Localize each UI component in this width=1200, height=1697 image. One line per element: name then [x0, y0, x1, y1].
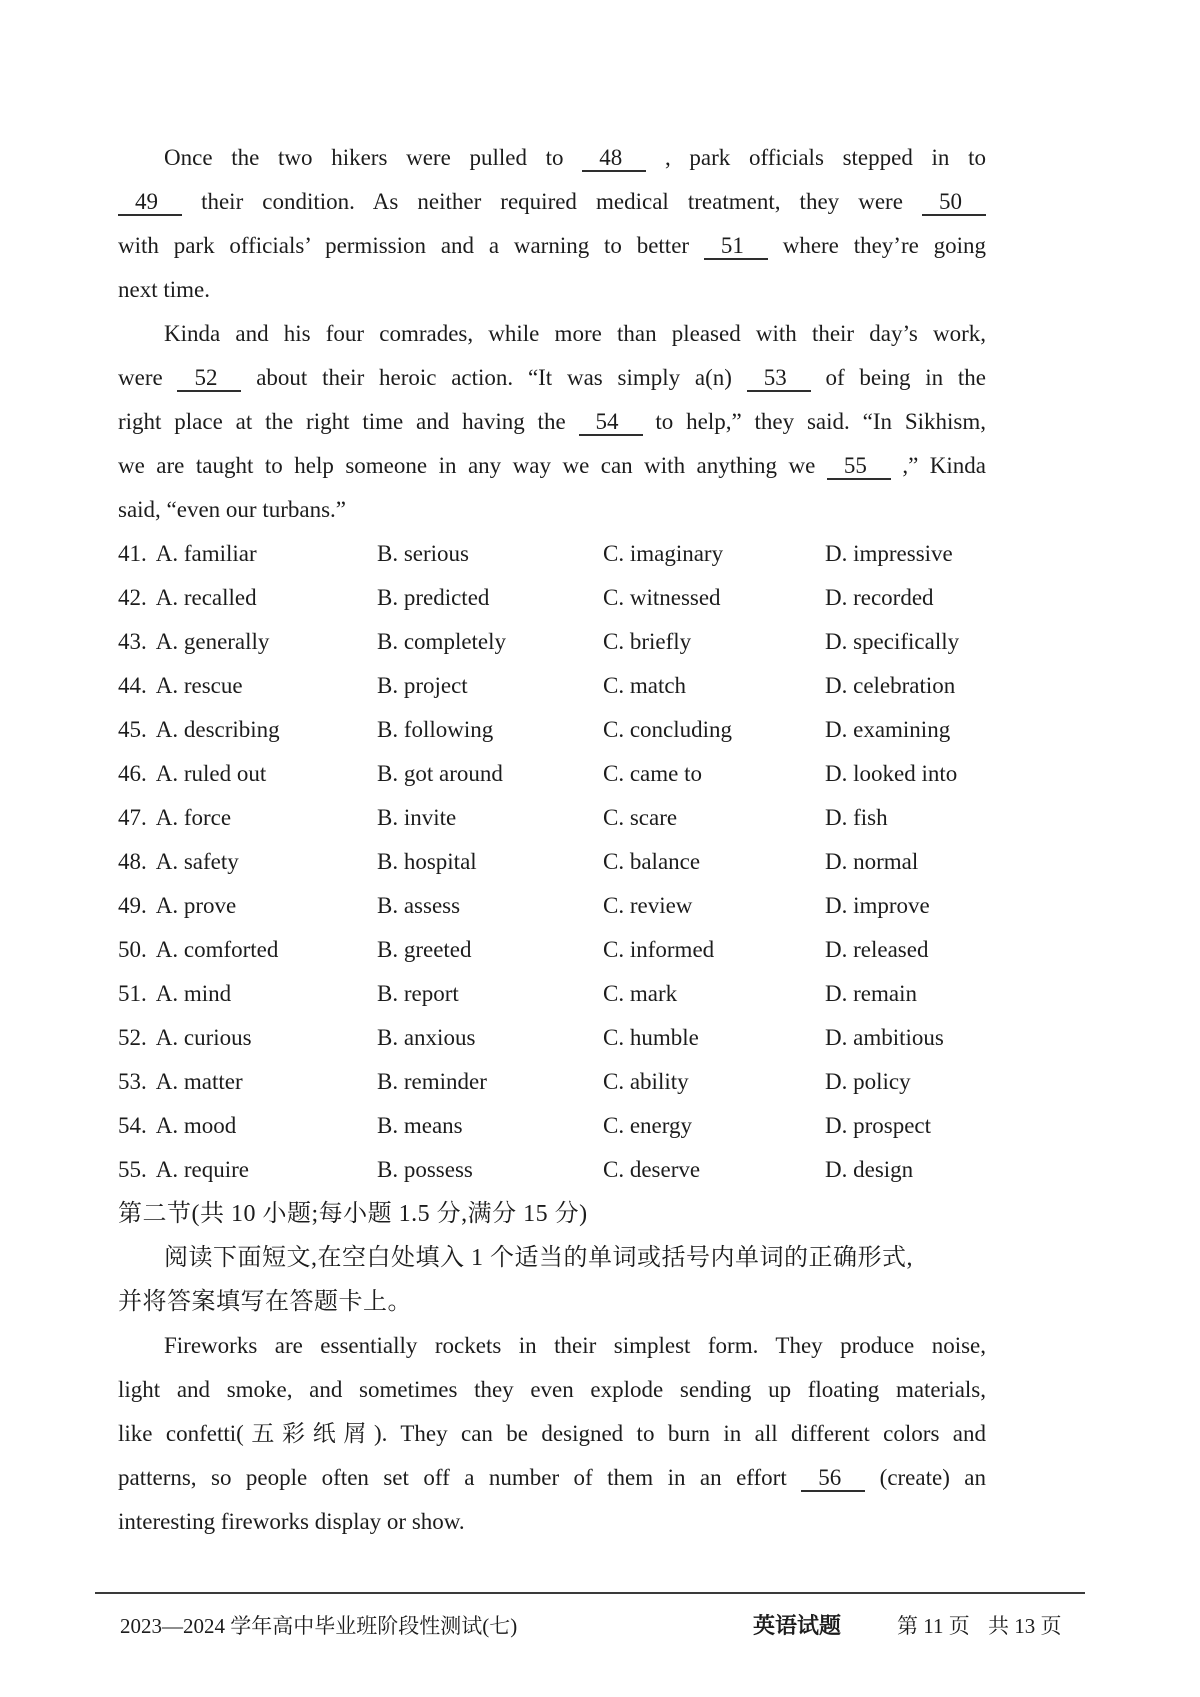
cloze-text: about their heroic action. “It was simply a(n) [256, 365, 732, 390]
blank-56: 56 [801, 1465, 865, 1492]
question-number: 50. [118, 937, 147, 962]
option-b: B. greeted [377, 937, 472, 962]
section2-instruction-line1: 阅读下面短文,在空白处填入 1 个适当的单词或括号内单词的正确形式, [164, 1245, 913, 1271]
blank-53: 53 [747, 365, 811, 392]
option-cell [118, 576, 377, 620]
blank-48: 48 [582, 145, 646, 172]
option-c: C. ability [603, 1069, 689, 1094]
option-d: D. improve [825, 893, 930, 918]
question-number: 48. [118, 849, 147, 874]
option-d: D. looked into [825, 761, 958, 786]
blank-54: 54 [579, 409, 643, 436]
option-row-43 [118, 620, 986, 664]
question-number: 49. [118, 893, 147, 918]
option-c: C. scare [603, 805, 678, 830]
option-row-50 [118, 928, 986, 972]
cloze-text: Once the two hikers were pulled to [164, 145, 564, 170]
option-cell [118, 1016, 377, 1060]
option-a: A. force [155, 805, 232, 830]
option-c: C. came to [603, 761, 702, 786]
option-row-41 [118, 532, 986, 576]
option-b: B. invite [377, 805, 457, 830]
blank-52: 52 [177, 365, 241, 392]
option-b: B. anxious [377, 1025, 476, 1050]
blank-50: 50 [922, 189, 986, 216]
option-c: C. deserve [603, 1157, 701, 1182]
option-cell [118, 620, 377, 664]
page-footer [0, 1610, 1200, 1642]
option-cell [118, 1060, 377, 1104]
exam-content [118, 136, 986, 1544]
question-number: 45. [118, 717, 147, 742]
option-a: A. require [155, 1157, 249, 1182]
option-c: C. mark [603, 981, 678, 1006]
question-number: 43. [118, 629, 147, 654]
option-d: D. celebration [825, 673, 956, 698]
grammar-text: like confetti(五彩纸屑). They can be designed to burn in all different colors and [118, 1421, 986, 1446]
option-b: B. serious [377, 541, 469, 566]
grammar-para-line2 [118, 1368, 986, 1412]
option-c: C. match [603, 673, 687, 698]
option-row-55 [118, 1148, 986, 1192]
section2-heading: 第二节(共 10 小题;每小题 1.5 分,满分 15 分) [118, 1201, 588, 1227]
cloze-text: their condition. As neither required medical treatment, they were [201, 189, 903, 214]
footer-rule [95, 1592, 1085, 1594]
option-cell [118, 664, 377, 708]
option-b: B. assess [377, 893, 461, 918]
option-a: A. curious [155, 1025, 252, 1050]
grammar-para-line1 [118, 1324, 986, 1368]
option-cell [118, 532, 377, 576]
grammar-text: Fireworks are essentially rockets in their simplest form. They produce noise, [164, 1333, 986, 1358]
blank-51: 51 [704, 233, 768, 260]
cloze-para2-line5 [118, 488, 986, 532]
option-d: D. design [825, 1157, 914, 1182]
question-number: 53. [118, 1069, 147, 1094]
option-c: C. balance [603, 849, 701, 874]
option-c: C. witnessed [603, 585, 721, 610]
option-row-52 [118, 1016, 986, 1060]
option-a: A. generally [155, 629, 270, 654]
option-b: B. project [377, 673, 468, 698]
cloze-para2-line2 [118, 356, 986, 400]
option-a: A. mood [155, 1113, 237, 1138]
cloze-text: said, “even our turbans.” [118, 497, 347, 522]
option-row-49 [118, 884, 986, 928]
option-row-44 [118, 664, 986, 708]
option-row-54 [118, 1104, 986, 1148]
option-a: A. rescue [155, 673, 243, 698]
option-cell [118, 972, 377, 1016]
cloze-para1-line1 [118, 136, 986, 180]
option-a: A. prove [155, 893, 237, 918]
option-d: D. recorded [825, 585, 934, 610]
grammar-para-line4 [118, 1456, 986, 1500]
cloze-para2-line1 [118, 312, 986, 356]
cloze-text: to help,” they said. “In Sikhism, [655, 409, 987, 434]
option-c: C. energy [603, 1113, 693, 1138]
question-number: 52. [118, 1025, 147, 1050]
option-a: A. recalled [155, 585, 257, 610]
blank-49: 49 [118, 189, 182, 216]
option-cell [118, 884, 377, 928]
option-a: A. matter [155, 1069, 243, 1094]
question-number: 55. [118, 1157, 147, 1182]
cloze-text: , park officials stepped in to [664, 145, 987, 170]
option-row-46 [118, 752, 986, 796]
option-cell [118, 840, 377, 884]
option-cell [118, 708, 377, 752]
option-c: C. informed [603, 937, 715, 962]
option-row-42 [118, 576, 986, 620]
option-b: B. following [377, 717, 494, 742]
option-row-53 [118, 1060, 986, 1104]
grammar-text: patterns, so people often set off a number of them in an effort [118, 1465, 787, 1490]
cloze-para1-line4 [118, 268, 986, 312]
option-a: A. mind [155, 981, 232, 1006]
option-cell [118, 796, 377, 840]
footer-exam-title: 2023—2024 学年高中毕业班阶段性测试(七) [120, 1614, 518, 1638]
cloze-text: we are taught to help someone in any way we can with anything we [118, 453, 816, 478]
option-d: D. fish [825, 805, 888, 830]
question-number: 41. [118, 541, 147, 566]
question-number: 46. [118, 761, 147, 786]
cloze-text: where they’re going [782, 233, 987, 258]
option-b: B. means [377, 1113, 463, 1138]
option-b: B. completely [377, 629, 507, 654]
option-cell [118, 1148, 377, 1192]
option-a: A. comforted [155, 937, 279, 962]
cloze-para2-line3 [118, 400, 986, 444]
option-b: B. reminder [377, 1069, 487, 1094]
footer-subject: 英语试题 [753, 1613, 842, 1638]
option-b: B. hospital [377, 849, 477, 874]
grammar-text: (create) an [879, 1465, 987, 1490]
option-c: C. humble [603, 1025, 699, 1050]
cloze-para1-line3 [118, 224, 986, 268]
option-a: A. ruled out [155, 761, 267, 786]
option-c: C. briefly [603, 629, 692, 654]
option-d: D. policy [825, 1069, 911, 1094]
option-b: B. report [377, 981, 459, 1006]
cloze-text: next time. [118, 277, 210, 302]
option-d: D. released [825, 937, 929, 962]
question-number: 47. [118, 805, 147, 830]
question-number: 51. [118, 981, 147, 1006]
cloze-text: right place at the right time and having the [118, 409, 566, 434]
option-row-47 [118, 796, 986, 840]
option-row-51 [118, 972, 986, 1016]
option-b: B. predicted [377, 585, 490, 610]
option-b: B. possess [377, 1157, 473, 1182]
option-row-45 [118, 708, 986, 752]
option-d: D. remain [825, 981, 917, 1006]
grammar-text: interesting fireworks display or show. [118, 1509, 465, 1534]
option-a: A. familiar [155, 541, 257, 566]
cloze-para1-line2 [118, 180, 986, 224]
option-d: D. prospect [825, 1113, 932, 1138]
grammar-text: light and smoke, and sometimes they even explode sending up floating materials, [118, 1377, 986, 1402]
option-d: D. examining [825, 717, 951, 742]
cloze-text: with park officials’ permission and a warning to better [118, 233, 690, 258]
option-cell [118, 1104, 377, 1148]
option-a: A. safety [155, 849, 239, 874]
option-cell [118, 752, 377, 796]
footer-page-number: 第 11 页 [897, 1614, 970, 1638]
cloze-text: of being in the [825, 365, 986, 390]
option-c: C. concluding [603, 717, 733, 742]
option-b: B. got around [377, 761, 503, 786]
option-d: D. impressive [825, 541, 953, 566]
question-number: 54. [118, 1113, 147, 1138]
blank-55: 55 [827, 453, 891, 480]
cloze-text: Kinda and his four comrades, while more than pleased with their day’s work, [164, 321, 986, 346]
grammar-para-line5 [118, 1500, 986, 1544]
grammar-para-line3 [118, 1412, 986, 1456]
option-d: D. ambitious [825, 1025, 944, 1050]
cloze-text: ,” Kinda [902, 453, 987, 478]
option-cell [118, 928, 377, 972]
section2-instruction-line2: 并将答案填写在答题卡上。 [118, 1289, 412, 1315]
question-number: 44. [118, 673, 147, 698]
option-c: C. imaginary [603, 541, 724, 566]
footer-page-total: 共 13 页 [988, 1614, 1062, 1638]
option-d: D. normal [825, 849, 919, 874]
cloze-para2-line4 [118, 444, 986, 488]
question-number: 42. [118, 585, 147, 610]
option-d: D. specifically [825, 629, 960, 654]
option-row-48 [118, 840, 986, 884]
option-a: A. describing [155, 717, 280, 742]
option-c: C. review [603, 893, 693, 918]
cloze-text: were [118, 365, 163, 390]
